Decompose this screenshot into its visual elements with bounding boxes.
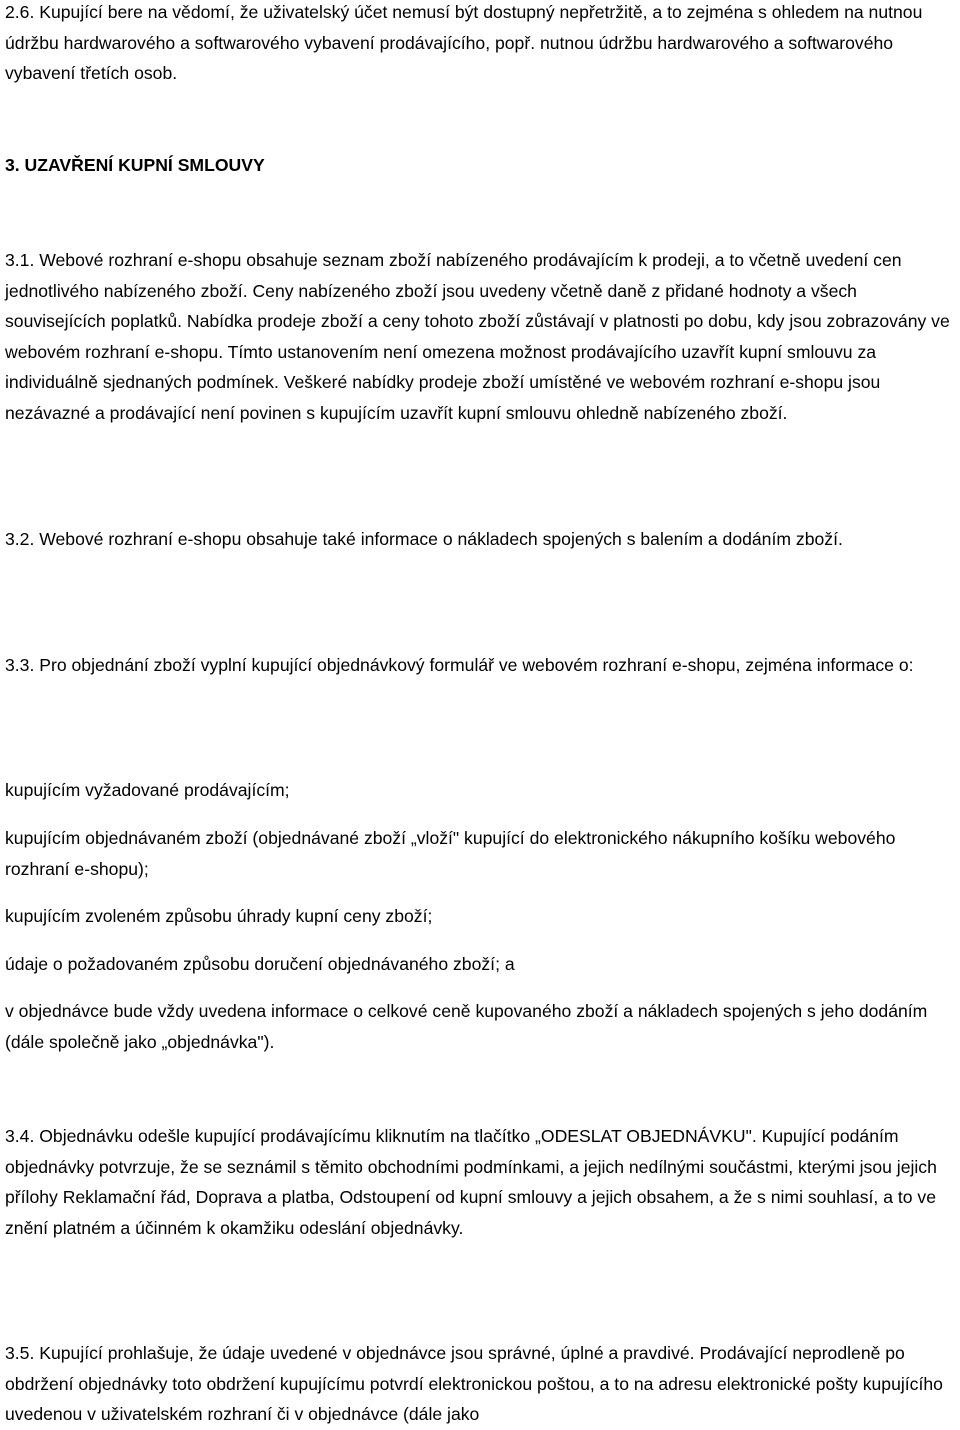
list-item-2: kupujícím objednávaném zboží (objednávané zboží „vloží" kupující do elektronického nákupního košíku webového rozhraní e-shopu); <box>5 828 896 879</box>
paragraph-3-2: 3.2. Webové rozhraní e-shopu obsahuje také informace o nákladech spojených s balením a dodáním zboží. <box>5 529 843 549</box>
paragraph-3-3: 3.3. Pro objednání zboží vyplní kupující objednávkový formulář ve webovém rozhraní e-shopu, zejména informace o: <box>5 655 914 675</box>
list-item-1: kupujícím vyžadované prodávajícím; <box>5 780 290 800</box>
paragraph-2-6: 2.6. Kupující bere na vědomí, že uživatelský účet nemusí být dostupný nepřetržitě, a to zejména s ohledem na nutnou údržbu hardwarového a softwarového vybavení prodávajícího, popř. nutnou údržbu hardwarového a softwarového vybavení třetích osob. <box>5 2 923 83</box>
paragraph-3-1: 3.1. Webové rozhraní e-shopu obsahuje seznam zboží nabízeného prodávajícím k prodeji, a to včetně uvedení cen jednotlivého nabízeného zboží. Ceny nabízeného zboží jsou uvedeny včetně daně z přidané hodnoty a všech souvisejících poplatků. Nabídka prodeje zboží a ceny tohoto zboží zůstávají v platnosti po dobu, kdy jsou zobrazovány ve webovém rozhraní e-shopu. Tímto ustanovením není omezena možnost prodávajícího uzavřít kupní smlouvu za individuálně sjednaných podmínek. Veškeré nabídky prodeje zboží umístěné ve webovém rozhraní e-shopu jsou nezávazné a prodávající není povinen s kupujícím uzavřít kupní smlouvu ohledně nabízeného zboží. <box>5 250 950 423</box>
section-heading-3: 3. UZAVŘENÍ KUPNÍ SMLOUVY <box>5 155 265 175</box>
paragraph-3-4: 3.4. Objednávku odešle kupující prodávajícímu kliknutím na tlačítko „ODESLAT OBJEDNÁVKU". Kupující podáním objednávky potvrzuje, že se seznámil s těmito obchodními podmínkami, a jejich nedílnými součástmi, kterými jsou jejich přílohy Reklamační řád, Doprava a platba, Odstoupení od kupní smlouvy a jejich obsahem, a že s nimi souhlasí, a to ve znění platném a účinném k okamžiku odeslání objednávky. <box>5 1126 937 1238</box>
list-item-5: v objednávce bude vždy uvedena informace o celkové ceně kupovaného zboží a nákladech spojených s jeho dodáním (dále společně jako „objednávka"). <box>5 1001 928 1052</box>
paragraph-3-5: 3.5. Kupující prohlašuje, že údaje uvedené v objednávce jsou správné, úplné a pravdivé. Prodávající neprodleně po obdržení objednávky toto obdržení kupujícímu potvrdí elektronickou poštou, a to na adresu elektronické pošty kupujícího uvedenou v uživatelském rozhraní či v objednávce (dále jako <box>5 1343 943 1424</box>
list-item-3: kupujícím zvoleném způsobu úhrady kupní ceny zboží; <box>5 906 433 926</box>
list-item-4: údaje o požadovaném způsobu doručení objednávaného zboží; a <box>5 954 515 974</box>
